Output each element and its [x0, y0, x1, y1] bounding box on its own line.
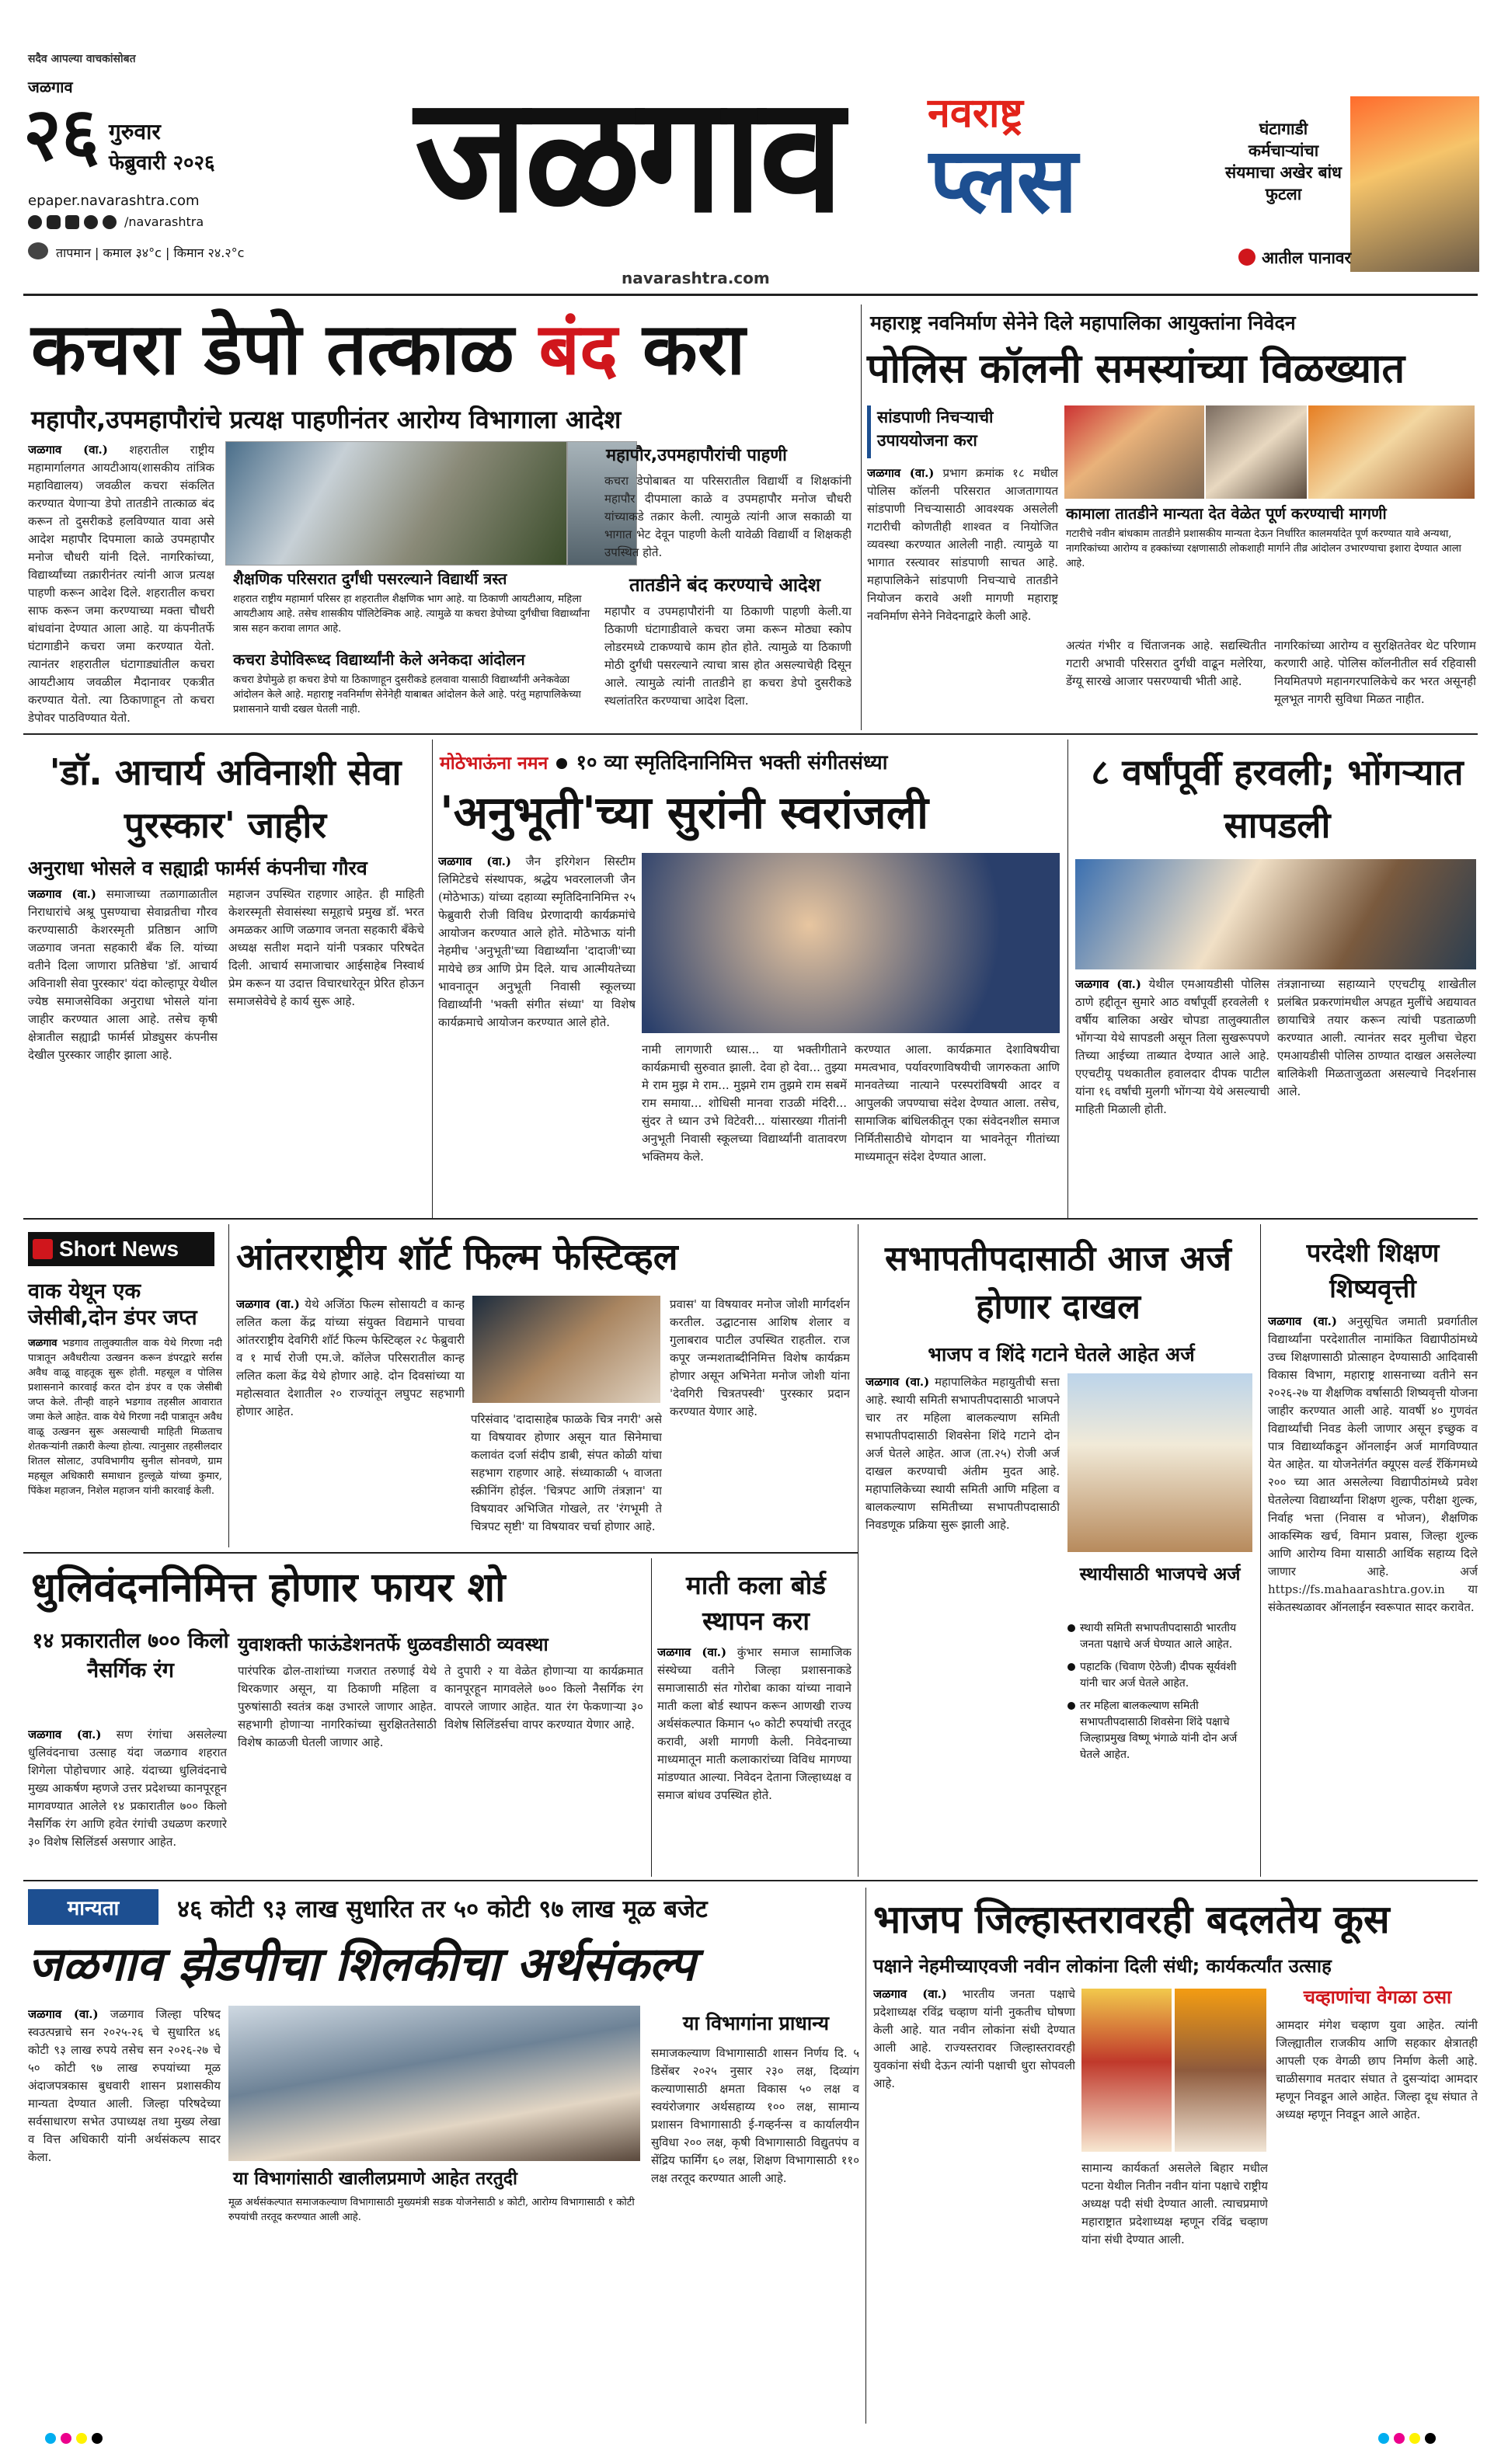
story2-headline: पोलिस कॉलनी समस्यांच्या विळख्यात: [867, 346, 1405, 392]
registration-mark: [61, 2433, 71, 2444]
x-icon[interactable]: [84, 215, 98, 229]
short-news-headline: वाक येथून एक जेसीबी,दोन डंपर जप्त: [28, 1279, 197, 1330]
month-year: फेब्रुवारी २०२६: [109, 151, 215, 175]
masthead-title: जळगाव: [414, 62, 841, 249]
story11-side-body: समाजकल्याण विभागासाठी शासन निर्णय दि. ५ डिसेंबर २०२५ नुसार २३० लक्ष, दिव्यांग कल्याणासाठी क्षमता विकास ५० लक्ष व स्वयंरोजगार अर्थसहाय्य १०० लक्ष, सामान्य प्रशासन विभागासाठी ई-गव्हर्नन्स व कार्यालयीन सुविधा २०० लक्ष, कृषी विभागासाठी विद्युतपंप व सेंद्रिय फार्मिंग ६० लक्ष, शिक्षण विभागासाठी ११० लक्ष तरतूद करण्यात आली आहे.: [651, 2046, 859, 2185]
story3-headline: 'डॉ. आचार्य अविनाशी सेवा पुरस्कार' जाहीर: [49, 751, 402, 846]
story7-bullet: तर महिला बालकल्याण समिती सभापतीपदासाठी शिवसेना शिंदे पक्षाचे जिल्हाप्रमुख विष्णू भंगाळे यांनी दोन अर्ज घेतले आहेत.: [1067, 1698, 1252, 1763]
story11-kicker: ४६ कोटी ९३ लाख सुधारित तर ५० कोटी ९७ लाख मूळ बजेट: [177, 1895, 708, 1923]
story7-dateline: जळगाव (वा.): [865, 1375, 930, 1389]
story12-side-body: आमदार मंगेश चव्हाण युवा आहेत. त्यांनी जिल्ह्यातील राजकीय आणि सहकार क्षेत्रातही आपली एक वेगळी छाप निर्माण केली आहे. चाळीसगाव मतदार संघात ते दुसऱ्यांदा आमदार म्हणून निवडून आले आहेत. जिल्हा दूध संघात ते अध्यक्ष म्हणून निवडून आले आहेत.: [1276, 2018, 1478, 2121]
registration-mark: [1425, 2433, 1436, 2444]
story2-body3: नागरिकांच्या आरोग्य व सुरक्षिततेवर थेट परिणाम करणारी आहे. पोलिस कॉलनीतील सर्व रहिवासी नियमितपणे महानगरपालिकेचे कर भरत असूनही मूलभूत नागरी सुविधा मिळत नाहीत.: [1274, 639, 1476, 706]
story9-body2: पारंपरिक ढोल-ताशांच्या गजरात तरुणाई येथे थिरकणार असून, या ठिकाणी महिला व पुरुषांसाठी स्वतंत्र कक्ष उभारले जाणार आहेत. सहभागी होणाऱ्या नागरिकांच्या सुरक्षिततेसाठी विशेष काळजी घेतली जाणार आहे.: [238, 1664, 437, 1749]
promo-photo[interactable]: [1350, 96, 1479, 272]
weekday: गुरुवार: [109, 119, 161, 144]
column-rule-8: [865, 1888, 866, 2424]
story1-headline-a: कचरा डेपो तत्काळ: [31, 308, 514, 391]
story2-photo-mid: [1206, 405, 1307, 499]
story6-dateline: जळगाव (वा.): [236, 1297, 300, 1311]
story2-box-head: सांडपाणी निचऱ्याची उपाययोजना करा: [877, 408, 994, 450]
story11-photo: [228, 2006, 640, 2161]
bullet-icon: [1067, 1624, 1075, 1632]
story11-headline: जळगाव झेडपीचा शिलकीचा अर्थसंकल्प: [28, 1937, 696, 1992]
edition: जळगाव: [28, 78, 73, 96]
column-rule-1: [861, 305, 862, 730]
whatsapp-icon[interactable]: [103, 215, 117, 229]
story1-photo-caption: शैक्षणिक परिसरात दुर्गंधी पसरल्याने विद्यार्थी त्रस्त: [233, 569, 507, 588]
bullet-icon: [1067, 1702, 1075, 1710]
story10-headline: माती कला बोर्ड स्थापन करा: [686, 1570, 826, 1636]
story12-photo2: [1175, 1989, 1266, 2152]
section-rule-2: [23, 1218, 1478, 1220]
story1-photo: [225, 441, 567, 566]
section-rule-3: [23, 1552, 858, 1554]
story7-body1: जळगाव (वा.) महापालिकेत महायुतीची सत्ता आहे. स्थायी समिती सभापतीपदासाठी भाजपने चार तर महिला बालकल्याण समिती सभापतीपदासाठी शिवसेना शिंदे गटाने दोन अर्ज घेतले आहेत. आज (ता.२५) रोजी अर्ज दाखल करण्याची अंतीम मुदत आहे. महापालिकेच्या स्थायी समिती आणि महिला व बालकल्याण समितीच्या सभापतीपदासाठी निवडणूक प्रक्रिया सुरू झाली आहे.: [865, 1375, 1060, 1532]
story7-photo-caption: स्थायीसाठी भाजपचे अर्ज: [1079, 1564, 1241, 1585]
story7-bullets: [1067, 1620, 1252, 1763]
story9-sub-head: युवाशक्ती फाऊंडेशनतर्फे धुळवडीसाठी व्यवस्था: [238, 1634, 549, 1655]
story4-body2: नामी लागणारी ध्यास... या भक्तीगीताने कार्यक्रमाची सुरुवात झाली. देवा हो देवा... तुझ्या मे राम मुझ मे राम... मुझमे राम तुझमे राम सबमें राम समाया... शोधिसी मानवा राउळी मंदिरी... सुंदर ते ध्यान उभे विटेवरी... यांसारख्या गीतांनी अनुभूती निवासी स्कूलच्या विद्यार्थ्यांनी वातावरण भक्तिमय केले.: [642, 1042, 847, 1164]
story10-body: जळगाव (वा.) कुंभार समाज सामाजिक संस्थेच्या वतीने जिल्हा प्रशासनाकडे समाजासाठी संत गोरोबा काका यांच्या नावाने माती कला बोर्ड स्थापन करून आणखी राज्य अर्थसंकल्पात किमान ५० कोटी रुपयांची तरतूद करावी, अशी मागणी केली. निवेदनाच्या माध्यमातून माती कलाकारांच्या विविध मागण्या मांडण्यात आल्या. निवेदन देताना जिल्हाध्यक्ष व समाज बांधव उपस्थित होते.: [657, 1645, 851, 1802]
facebook-icon[interactable]: [28, 215, 42, 229]
story1-subhead: महापौर,उपमहापौरांचे प्रत्यक्ष पाहणीनंतर आरोग्य विभागाला आदेश: [31, 405, 622, 434]
story12-photo1: [1081, 1989, 1172, 2152]
story8-headline: परदेशी शिक्षण शिष्यवृत्ती: [1306, 1237, 1440, 1303]
story7-photo: [1067, 1373, 1252, 1552]
tagline: सदैव आपल्या वाचकांसोबत: [28, 53, 136, 65]
column-rule-7: [651, 1558, 652, 1877]
story6-body1: जळगाव (वा.) येथे अजिंठा फिल्म सोसायटी व कान्ह ललित कला केंद्र यांच्या संयुक्त विद्यमाने पाचवा आंतरराष्ट्रीय देवगिरी शॉर्ट फिल्म फेस्टिव्हल २८ फेब्रुवारी व १ मार्च रोजी एम.जे. कॉलेज परिसरातील कान्ह ललित कला केंद्र येथे होणार आहे. दोन दिवसांच्या या महोत्सवात देशातील २० राज्यांतून लघुपट सहभागी होणार आहेत.: [236, 1297, 465, 1418]
story12-headline: भाजप जिल्हास्तरावरही बदलतेय कूस: [873, 1897, 1390, 1942]
story4-body1: जळगाव (वा.) जैन इरिगेशन सिस्टीम लिमिटेडचे संस्थापक, श्रद्धेय भवरलालजी जैन (मोठेभाऊ) यांच्या दहाव्या स्मृतिदिनानिमित्त २५ फेब्रुवारी रोजी विविध प्रेरणादायी कार्यक्रमांचे आयोजन करण्यात आले होते. मोठेभाऊ यांनी नेहमीच 'अनुभूती'च्या विद्यार्थ्यांना 'दादाजी'च्या मायेचे छत्र आणि प्रेम दिले. याच आत्मीयतेच्या भावनातून अनुभूती निवासी स्कूलच्या विद्यार्थ्यांनी 'भक्ती संगीत संध्या' या विशेष कार्यक्रमाचे आयोजन करण्यात आले होते.: [438, 854, 636, 1029]
story6-photo: [472, 1296, 660, 1403]
story2-body2: अत्यंत गंभीर व चिंताजनक आहे. सद्यस्थितीत गटारी अभावी परिसरात दुर्गंधी वाढून मलेरिया, डेंग्यू सारखे आजार पसरण्याची भीती आहे.: [1066, 639, 1266, 688]
story5-body2: तंत्रज्ञानाच्या सहाय्याने एएचटीयू शाखेतील प्रलंबित प्रकरणांमधील अपहृत मुलींचे अद्ययावत छायाचित्रे तयार करून त्यांची पडताळणी करण्यात आली. त्यानंतर सदर मुलीचा चेहरा एमआयडीसी पोलिस ठाण्यात दाखल असलेल्या बालिकेशी मिळताजुळता असल्याचे निदर्शनास आले.: [1277, 977, 1476, 1098]
story12-side-head: चव्हाणांचा वेगळा ठसा: [1303, 1986, 1452, 2008]
story11-label: मान्यता: [67, 1897, 120, 1920]
story4-dateline: जळगाव (वा.): [438, 854, 511, 868]
date-day: २६: [23, 92, 99, 177]
story7-bullet: स्थायी समिती सभापतीपदासाठी भारतीय जनता पक्षाचे अर्ज घेण्यात आले आहेत.: [1067, 1620, 1252, 1653]
masthead-rule: [23, 294, 1478, 296]
story3-dateline: जळगाव (वा.): [28, 887, 96, 901]
story2-box: [867, 405, 1058, 458]
registration-mark: [45, 2433, 56, 2444]
short-news-body: जळगाव भडगाव तालुक्यातील वाक येथे गिरणा नदी पात्रातून अवैधरीत्या उत्खनन करून डंपरद्वारे सर्रास अवैध वाळू वाहतूक सुरू होती. महसूल व पोलिस प्रशासनाने कारवाई करत दोन डंपर व एक जेसीबी जप्त केले. तीन्ही वाहने भडगाव तहसील आवारात जमा केले आहेत. वाक येथे गिरणा नदी पात्रातून अवैध वाळू उत्खनन सुरू असल्याची माहिती मिळताच शेतकऱ्यांनी तक्रारी केल्या होत्या. त्यानुसार तहसीलदार शितल सोलाट, उपविभागीय सुनील सोनवणे, ग्राम महसूल अधिकारी समाधान हुल्लूळे यांच्या कुमार, पिंकेश महाजन, निशेल महाजन यांनी कारवाई केली.: [28, 1338, 222, 1497]
story1-inset-head: कचरा डेपोविरूध्द विद्यार्थ्यांनी केले अनेकदा आंदोलन: [233, 650, 525, 669]
story1-inset-body: कचरा डेपोमुळे हा कचरा डेपो या ठिकाणाहून दुसरीकडे हलवावा यासाठी विद्यार्थ्यांनी अनेकवेळा आंदोलन केले आहे. महाराष्ट्र नवनिर्माण सेनेनेही याबाबत आंदोलन केले आहे. परंतु महापालिकेच्या प्रशासनाने याची दखल घेतली नाही.: [233, 674, 581, 715]
bullet-icon: [1067, 1663, 1075, 1671]
website[interactable]: navarashtra.com: [622, 269, 770, 287]
epaper-url[interactable]: epaper.navarashtra.com: [28, 193, 200, 209]
story2-photo-caption: कामाला तातडीने मान्यता देत वेळेत पूर्ण करण्याची मागणी: [1066, 504, 1387, 523]
color-bar-right: [1378, 2433, 1436, 2444]
story1-headline-c: करा: [643, 308, 746, 391]
story9-headline: धुलिवंदननिमित्त होणार फायर शो: [31, 1564, 506, 1611]
story1-dateline: जळगाव (वा.): [28, 443, 108, 457]
column-rule-4: [228, 1224, 229, 1547]
youtube-icon[interactable]: [65, 215, 79, 229]
story3-subhead: अनुराधा भोसले व सह्याद्री फार्मर्स कंपनीचा गौरव: [28, 857, 367, 879]
story1-photo-caption-small: शहरात राष्ट्रीय महामार्ग परिसर हा शहरातील शैक्षणिक भाग आहे. या ठिकाणी आयटीआय, महिला आयटीआय आहे. तसेच शासकीय पॉलिटेक्निक आहे. त्यामुळे या कचरा डेपोच्या दुर्गंधीचा विद्यार्थ्यांना त्रास सहन करावा लागत आहे.: [233, 593, 590, 635]
story2-kicker: महाराष्ट्र नवनिर्माण सेनेने दिले महापालिका आयुक्तांना निवेदन: [870, 311, 1296, 334]
weather: तापमान | कमाल ३४°c | किमान २४.२°c: [56, 245, 245, 260]
promo-arrow-icon: [1238, 249, 1255, 266]
story2-body1: जळगाव (वा.) प्रभाग क्रमांक १८ मधील पोलिस कॉलनी परिसरात आजतागायत सांडपाणी निचऱ्यासाठी आवश्यक असलेली गटारीची कोणतीही शाश्वत व नियोजित व्यवस्था करण्यात आलेली नाही. त्यामुळे या भागात रस्त्यावर सांडपाणी साचत आहे. महापालिकेने सांडपाणी निचऱ्याचे तातडीने नियोजन करावे अशी मागणी महाराष्ट्र नवनिर्माण सेनेने निवेदनाद्वारे केली आहे.: [867, 466, 1058, 623]
story4-kicker-row: [440, 747, 1061, 775]
story4-photo: [642, 853, 1060, 1033]
story2-photo-left: [1064, 405, 1204, 499]
section-rule-4: [23, 1880, 1478, 1881]
story10-dateline: जळगाव (वा.): [657, 1645, 727, 1659]
story11-body1: जळगाव (वा.) जळगाव जिल्हा परिषद स्वउत्पन्नाचे सन २०२५-२६ चे सुधारित ४६ कोटी ९३ लाख रुपये तसेच सन २०२६-२७ चे ५० कोटी ९७ लाख रुपयांच्या मूळ अंदाजपत्रकास बुधवारी शासन प्रशासकीय मान्यता देण्यात आली. जिल्हा परिषदेच्या सर्वसाधारण सभेत उपाध्यक्ष तथा मुख्य लेखा व वित्त अधिकारी यांनी अर्थसंकल्प सादर केला.: [28, 2007, 221, 2164]
column-rule-3: [1067, 740, 1068, 1218]
story9-body3: ते दुपारी २ या वेळेत होणाऱ्या या कार्यक्रमात कानपूरहून मागवलेले ७०० किलो नैसर्गिक रंग वापरले जाणार आहेत. यात रंग फेकणाऱ्या ३० विशेष सिलिंडर्सचा वापर करण्यात येणार आहे.: [444, 1664, 643, 1731]
story11-dateline: जळगाव (वा.): [28, 2007, 99, 2021]
social-icons[interactable]: [28, 214, 204, 229]
story2-dateline: जळगाव (वा.): [867, 466, 935, 480]
weather-icon: [28, 242, 48, 259]
social-handle[interactable]: /navarashtra: [124, 214, 204, 229]
story6-body2: परिसंवाद 'दादासाहेब फाळके चित्र नगरी' असे या विषयावर होणार असून यात सिनेमाचा कलावंत दर्जा संदीप डाबी, संपत कोळी यांचा सहभाग राहणार आहे. संध्याकाळी ५ वाजता स्क्रीनिंग होईल. 'चित्रपट आणि तंत्रज्ञान' या विषयावर अभिजित गोखले, तर 'रंगभूमी ते चित्रपट सृष्टी' या विषयावर चर्चा होणार आहे.: [471, 1412, 662, 1533]
story5-headline: ८ वर्षांपूर्वी हरवली; भोंगऱ्यात सापडली: [1091, 751, 1464, 846]
color-bar-left: [45, 2433, 103, 2444]
story8-body: जळगाव (वा.) अनुसूचित जमाती प्रवर्गातील विद्यार्थ्यांना परदेशातील नामांकित विद्यापीठांमध्ये उच्च शिक्षणासाठी प्रोत्साहन देण्यासाठी आदिवासी विकास विभाग, महाराष्ट्र शासनाच्या वतीने सन २०२६-२७ या शैक्षणिक वर्षासाठी शिष्यवृत्ती योजना जाहीर करण्यात आली आहे. यावर्षी ४० गुणवंत विद्यार्थ्यांची निवड केली जाणार असून इच्छुक व पात्र विद्यार्थ्यांकडून ऑनलाईन अर्ज मागविण्यात येत आहेत. या योजनेतंर्गत क्यूएस वर्ल्ड रँकिंगमध्ये २०० च्या आत असलेल्या विद्यापीठांमध्ये प्रवेश घेतलेल्या विद्यार्थ्यांना शिक्षण शुल्क, परीक्षा शुल्क, निर्वाह भत्ता (निवास व भोजन), शैक्षणिक आकस्मिक खर्च, विमान प्रवास, जिल्हा शुल्क आणि आरोग्य विमा यासाठी आर्थिक सहाय्य दिले जाणार आहे. अर्ज https://fs.mahaarashtra.gov.in या संकेतस्थळावर ऑनलाईन स्वरूपात सादर करावेत.: [1268, 1314, 1478, 1614]
story7-bullet: पहाटकि (चिवाण ऐठेजी) दीपक सूर्यवंशी यांनी चार अर्ज घेतले आहेत.: [1067, 1659, 1252, 1692]
column-rule-2: [432, 740, 433, 1218]
short-news-dateline: जळगाव: [28, 1338, 57, 1349]
column-rule-6: [1260, 1224, 1261, 1877]
short-news-label: Short News: [59, 1237, 179, 1261]
story4-headline: 'अनुभूती'च्या सुरांनी स्वरांजली: [440, 786, 928, 839]
promo-title[interactable]: घंटागाडी कर्मचाऱ्यांचा संयमाचा अखेर बांध फुटला: [1225, 120, 1342, 204]
registration-mark: [1394, 2433, 1405, 2444]
story5-photo: [1075, 859, 1476, 969]
story12-body1: जळगाव (वा.) भारतीय जनता पक्षाचे प्रदेशाध्यक्ष रविंद्र चव्हाण यांनी नुकतीच घोषणा केली आहे. यात नवीन लोकांना संधी देण्यात आली आहे. राज्यस्तरावर जिल्हास्तरावरही युवकांना संधी देऊन त्यांनी पक्षाची धुरा सोपवली आहे.: [873, 1987, 1075, 2090]
story11-photo-caption: या विभागांसाठी खालीलप्रमाणे आहेत तरतुदी: [233, 2169, 517, 2189]
story1-side-body1: कचरा डेपोबाबत या परिसरातील विद्यार्थी व शिक्षकांनी महापौर दीपमाला काळे व उपमहापौर मनोज चौधरी यांच्याकडे तक्रार केली. त्यामुळे त्यांनी आज सकाळी या भागात भेट देवून पाहणी केली यावेळी विद्यार्थी व शिक्षकही उपस्थित होते.: [604, 474, 851, 559]
story5-dateline: जळगाव (वा.): [1075, 977, 1141, 991]
story5-body1: जळगाव (वा.) येथील एमआयडीसी पोलिस ठाणे हद्दीतून सुमारे आठ वर्षांपूर्वी हरवलेली १ वर्षीय बालिका अखेर चोपडा तालुक्यातील भोंगऱ्या येथे सापडली असून तिला सुखरूपपणे तिच्या आईच्या ताब्यात देण्यात आले आहे. एएचटीयू पथकातील हवालदार दीपक पाटील यांना १६ वर्षांची मुलगी भोंगऱ्या येथे असल्याची माहिती मिळाली होती.: [1075, 977, 1269, 1116]
registration-mark: [92, 2433, 103, 2444]
story9-dateline: जळगाव (वा.): [28, 1728, 102, 1742]
story4-kicker: मोठेभाऊंना नमन: [440, 753, 549, 774]
story12-body2: सामान्य कार्यकर्ता असलेले बिहार मधील पटना येथील नितीन नवीन यांना पक्षाचे राष्ट्रीय अध्यक्ष पदी संधी देण्यात आली. त्याचप्रमाणे महाराष्ट्रात प्रदेशाध्यक्ष म्हणून रविंद्र चव्हाण यांना संधी देण्यात आली.: [1081, 2161, 1268, 2246]
story1-side-head2: तातडीने बंद करण्याचे आदेश: [629, 574, 821, 596]
story1-side-head1: महापौर,उपमहापौरांची पाहणी: [606, 446, 787, 465]
story7-headline: सभापतीपदासाठी आज अर्ज होणार दाखल: [885, 1239, 1231, 1327]
story3-body2: महाजन उपस्थित राहणार आहेत. ही माहिती केशरस्मृती सेवासंस्था समूहाचे प्रमुख डॉ. भरत अमळकर आणि जळगाव जनता सहकारी बँकेचे अध्यक्ष सतीश मदाने यांनी पत्रकार परिषदेत दिली. आचार्य समाजाचार आईसाहेब निस्वार्थ प्रेम करून या उदात्त विचारधारेतून प्रेरित होऊन समाजसेवेचे हे कार्य सुरू आहे.: [228, 887, 424, 1008]
registration-mark: [1378, 2433, 1389, 2444]
story7-subhead: भाजप व शिंदे गटाने घेतले आहेत अर्ज: [928, 1343, 1195, 1366]
instagram-icon[interactable]: [47, 215, 61, 229]
story1-headline: [31, 303, 855, 396]
story11-photo-body: मूळ अर्थसंकल्पात समाजकल्याण विभागासाठी मुख्यमंत्री सडक योजनेसाठी ४ कोटी, आरोग्य विभागासाठी १ कोटी रुपयांची तरतूद करण्यात आली आहे.: [228, 2197, 635, 2223]
story1-headline-b: बंद: [538, 308, 618, 391]
brand-bottom: प्लस: [929, 128, 1076, 233]
story6-body3: प्रवास' या विषयावर मनोज जोशी मार्गदर्शन करतील. उद्घाटनास आशिष शेलार व गुलाबराव पाटील उपस्थित राहतील. राज कपूर जन्मशताब्दीनिमित्त विशेष कार्यक्रम होणार असून अभिनेता मनोज जोशी यांना 'देवगिरी चित्रतपस्वी' पुरस्कार प्रदान करण्यात येणार आहे.: [670, 1297, 850, 1418]
story6-headline: आंतरराष्ट्रीय शॉर्ट फिल्म फेस्टिव्हल: [236, 1236, 678, 1279]
story2-photo-body: गटारीचे नवीन बांधकाम तातडीने प्रशासकीय मान्यता देऊन निर्धारित कालमर्यादेत पूर्ण करण्यात यावे अन्यथा, नागरिकांच्या आरोग्य व हक्कांच्या रक्षणासाठी लोकशाही मार्गाने तीव्र आंदोलन उभारण्याचा इशारा देण्यात आला आहे.: [1066, 528, 1461, 569]
registration-mark: [76, 2433, 87, 2444]
brand-top: नवराष्ट्र: [928, 90, 1023, 137]
promo-author[interactable]: आतील पानावर: [1262, 249, 1352, 267]
story8-dateline: जळगाव (वा.): [1268, 1314, 1337, 1328]
story12-dateline: जळगाव (वा.): [873, 1987, 947, 2001]
section-rule-1: [23, 733, 1478, 735]
story4-body3: करण्यात आला. कार्यक्रमात देशाविषयीचा ममत्वभाव, पर्यावरणाविषयीची जागरुकता आणि मानवतेच्या नात्याने परस्परांविषयी आदर व आपुलकी जपण्याचा संदेश देण्यात आला. तसेच, सामाजिक बांधिलकीतून एका संवेदनशील समाज निर्मितीसाठीचे योगदान या भावनेतून गीतांच्या माध्यमातून संदेश देण्यात आला.: [855, 1042, 1060, 1164]
story2-photo-right: [1308, 405, 1475, 499]
registration-mark: [1409, 2433, 1420, 2444]
bullet-icon: [556, 758, 567, 769]
story3-body1: जळगाव (वा.) समाजाच्या तळागाळातील निराधारांचे अश्रू पुसण्याचा सेवाव्रतीचा गौरव करण्यासाठी केशरस्मृती प्रतिष्ठान आणि जळगाव जनता सहकारी बँक लि. यांच्या वतीने दिला जाणारा प्रतिष्ठेचा 'डॉ. आचार्य अविनाशी सेवा पुरस्कार' यंदा कोल्हापूर येथील ज्येष्ठ समाजसेविका अनुराधा भोसले यांना जाहीर करण्यात आला आहे. तसेच कृषी क्षेत्रातील सह्याद्री फार्मर्स प्रोड्युसर कंपनीस देखील पुरस्कार जाहीर झाला आहे.: [28, 887, 218, 1062]
story1-body1: जळगाव (वा.) शहरातील राष्ट्रीय महामार्गालगत आयटीआय(शासकीय तांत्रिक महाविद्यालय) जवळील कचरा संकलित करण्यात येणाऱ्या डेपो तातडीने तात्काळ बंद करून तो दुसरीकडे हलविण्यात यावा असे आदेश महापौर दिपमाला काळे उपमहापौर मनोज चौधरी यांनी दिले. नागरिकांच्या, विद्यार्थ्यांच्या तक्रारीनंतर त्यांनी आज प्रत्यक्ष पाहणी करून आदेश दिले. शहरातील कचरा साफ करून जमा करण्याच्या मक्ता चौधरी बांधवांना देण्यात आला आहे. या कंपनीतर्फे घंटागाडीने कचरा जमा करण्यात येतो. त्यानंतर शहरातील घंटागाड्यांतील कचरा आयटीआय जवळील मैदानावर एकत्रीत करण्यात येतो. त्या ठिकाणाहून तो कचरा डेपोवर पाठविण्यात येतो.: [28, 443, 214, 725]
story11-side-head: या विभागांना प्राधान्य: [682, 2012, 830, 2034]
story12-subhead: पक्षाने नेहमीच्याएवजी नवीन लोकांना दिली संधी; कार्यकर्त्यांत उत्साह: [873, 1955, 1332, 1977]
short-news-icon: [33, 1239, 53, 1259]
story9-box-head: १४ प्रकारातील ७०० किलो नैसर्गिक रंग: [32, 1629, 229, 1683]
story11-label-box: [28, 1889, 158, 1925]
story9-body1: जळगाव (वा.) सण रंगांचा असलेल्या धुलिवंदनाचा उत्साह यंदा जळगाव शहरात शिगेला पोहोचणार आहे. यंदाच्या धुलिवंदनाचे मुख्य आकर्षण म्हणजे उत्तर प्रदेशच्या कानपूरहून मागवण्यात आलेले १४ प्रकारातील ७०० किलो नैसर्गिक रंग आणि हवेत रंगांची उधळण करणारे ३० विशेष सिलिंडर्स असणार आहेत.: [28, 1728, 227, 1849]
story4-kicker2: १० व्या स्मृतिदिनानिमित्त भक्ती संगीतसंध्या: [576, 751, 888, 774]
short-news-label-box: [28, 1232, 214, 1266]
story1-side-body2: महापौर व उपमहापौरांनी या ठिकाणी पाहणी केली.या ठिकाणी घंटागाडीवाले कचरा जमा करून मोठ्या स्कोप लोडरमध्ये टाकण्याचे काम होत होते. त्यामुळे या ठिकाणी मोठी दुर्गंधी पसरल्याने त्याचा त्रास होत असल्याचेही दिसून आले. त्यामुळे त्यांनी तातडीने हा कचरा डेपो दुसरीकडे स्थलांतरित करण्याचा आदेश दिला.: [604, 604, 851, 708]
